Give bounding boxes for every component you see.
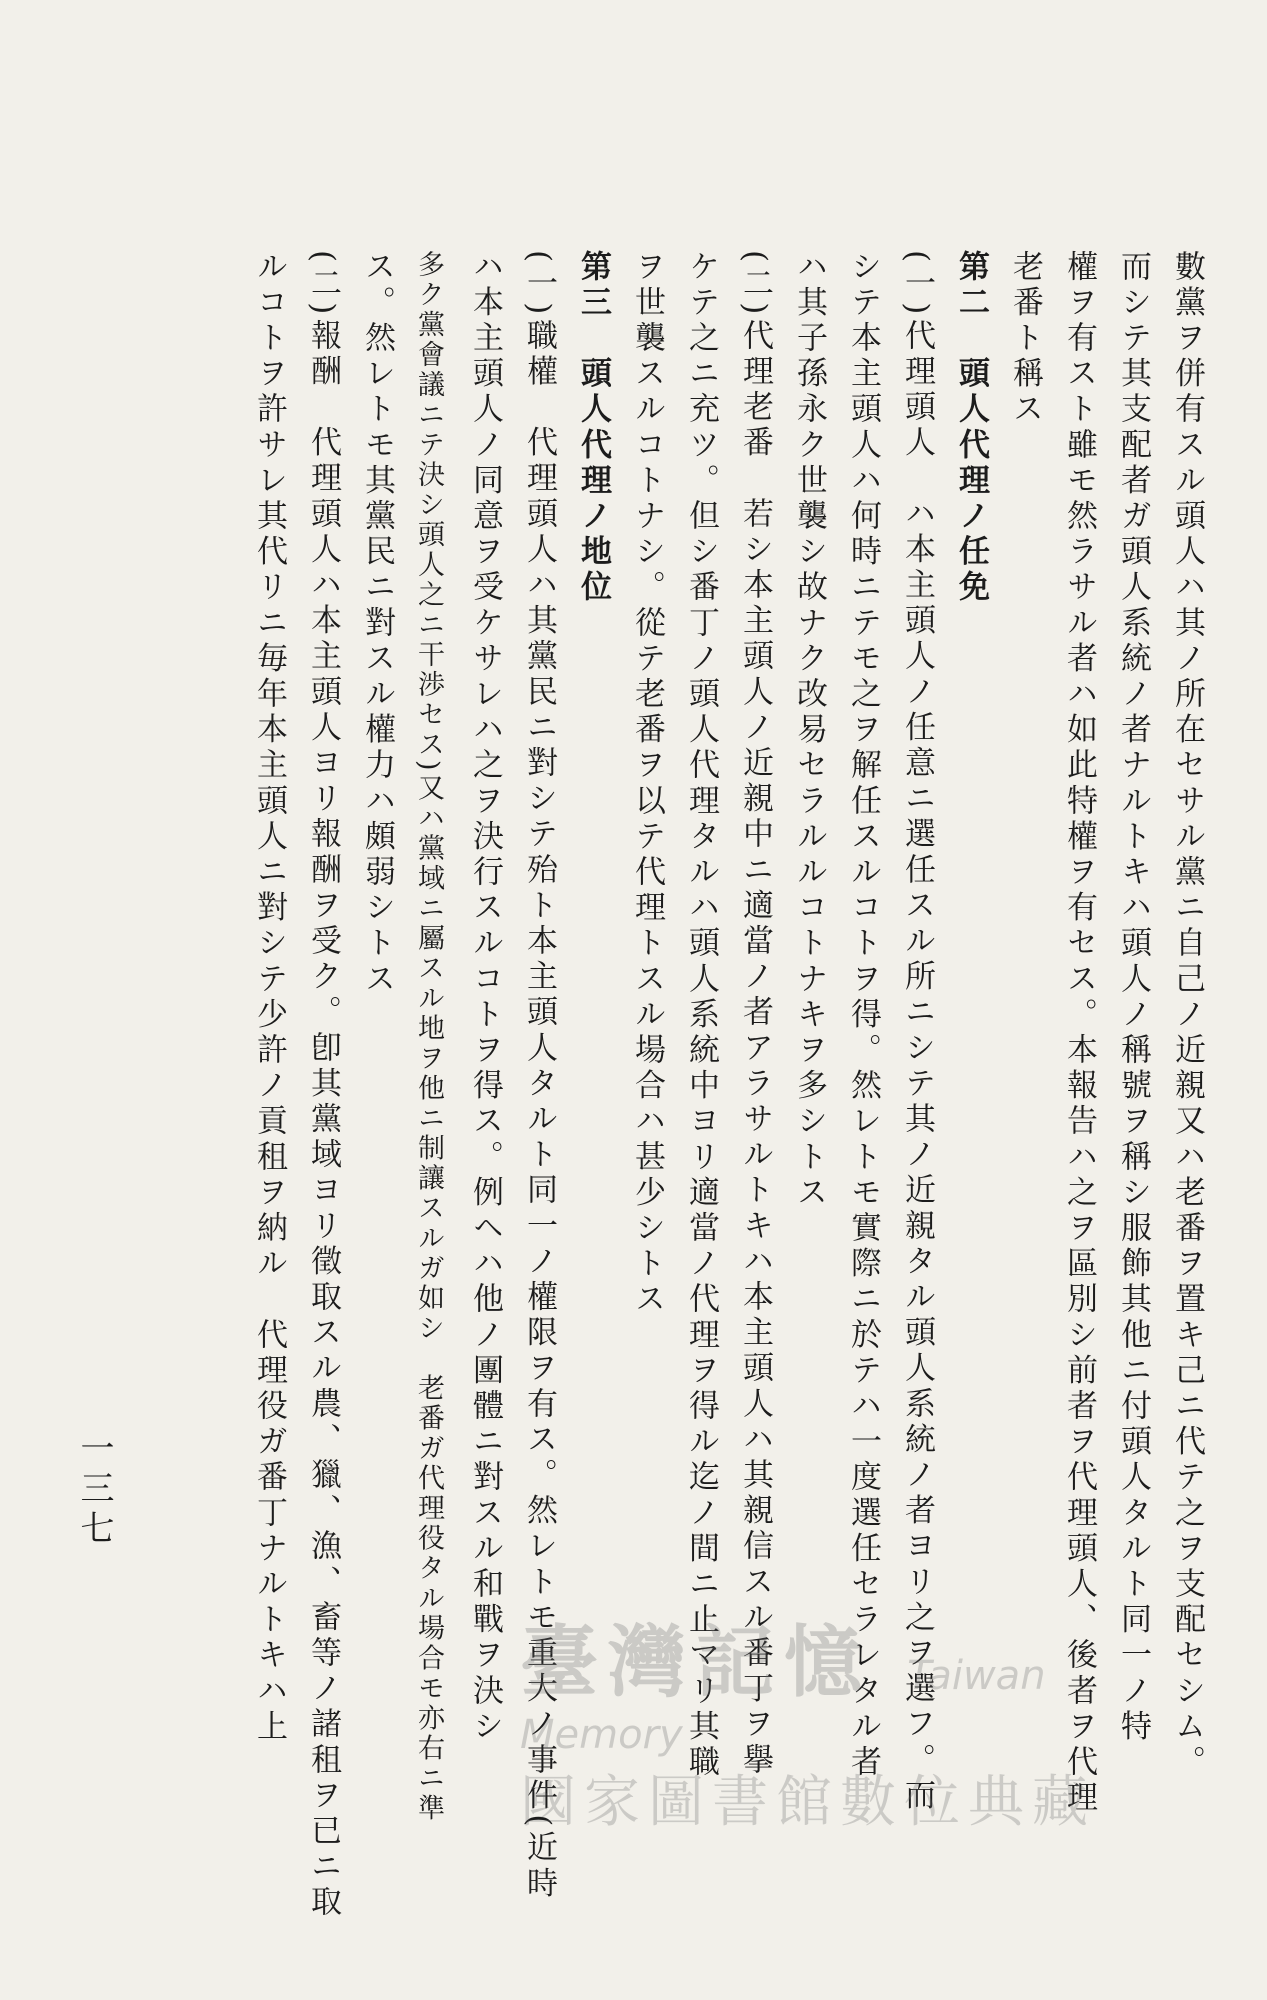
watermark-english: Taiwan Memory — [520, 1653, 1046, 1758]
text-column: ハ本主頭人ノ同意ヲ受ケサレハ之ヲ決行スルコトヲ得ス。例ヘハ他ノ團體ニ對スル和戰ヲ決シ — [467, 250, 503, 1746]
text-column: 多ク黨會議ニテ決シ頭人之ニ干渉セス)又ハ黨域ニ屬スル地ヲ他ニ制讓スルガ如シ 老番ガ代理役タル場合モ亦右ニ準 — [413, 250, 444, 1824]
text-column: (二)報酬 代理頭人ハ本主頭人ヨリ報酬ヲ受ク。卽其黨域ヨリ徵取スル農、獵、漁、畜等ノ諸租ヲ已ニ取 — [305, 250, 341, 1921]
watermark-logo — [520, 1600, 1220, 1835]
section-heading: 第二 頭人代理ノ任免 — [953, 250, 989, 606]
text-column: ケテ之ニ充ツ。但シ番丁ノ頭人代理タルハ頭人系統中ヨリ適當ノ代理ヲ得ル迄ノ間ニ止マリ其職 — [683, 250, 719, 1781]
watermark-chinese: 臺灣記憶 — [520, 1618, 873, 1708]
page-number: 一三七 — [74, 1430, 114, 1550]
text-column: (一)代理頭人 ハ本主頭人ノ任意ニ選任スル所ニシテ其ノ近親タル頭人系統ノ者ヨリ之ヲ選フ。而 — [899, 250, 935, 1815]
text-column: 老番ト稱ス — [1007, 250, 1043, 428]
text-column: 數黨ヲ併有スル頭人ハ其ノ所在セサル黨ニ自己ノ近親又ハ老番ヲ置キ己ニ代テ之ヲ支配セシム。 — [1169, 250, 1205, 1781]
text-column: ルコトヲ許サレ其代リニ毎年本主頭人ニ對シテ少許ノ貢租ヲ納ル 代理役ガ番丁ナルトキハ上 — [251, 250, 287, 1746]
text-column: (一)職權 代理頭人ハ其黨民ニ對シテ殆ト本主頭人タルト同一ノ權限ヲ有ス。然レトモ重大ノ事件(近時 — [521, 250, 557, 1903]
section-heading: 第三 頭人代理ノ地位 — [575, 250, 611, 606]
text-column: ヲ世襲スルコトナシ。從テ老番ヲ以テ代理トスル場合ハ甚少シトス — [629, 250, 665, 1318]
text-column: ハ其子孫永ク世襲シ故ナク改易セラルルコトナキヲ多シトス — [791, 250, 827, 1212]
text-column: 而シテ其支配者ガ頭人系統ノ者ナルトキハ頭人ノ稱號ヲ稱シ服飾其他ニ付頭人タルト同一ノ特 — [1115, 250, 1151, 1746]
watermark-subtitle: 國家圖書館數位典藏 — [520, 1770, 1096, 1835]
text-column: 權ヲ有スト雖モ然ラサル者ハ如此特權ヲ有セス。本報告ハ之ヲ區別シ前者ヲ代理頭人、後者ヲ代理 — [1061, 250, 1097, 1817]
text-column: (二)代理老番 若シ本主頭人ノ近親中ニ適當ノ者アラサルトキハ本主頭人ハ其親信スル番丁ヲ擧 — [737, 250, 773, 1779]
text-column: シテ本主頭人ハ何時ニテモ之ヲ解任スルコトヲ得。然レトモ實際ニ於テハ一度選任セラレタル者 — [845, 250, 881, 1781]
text-column: ス。然レトモ其黨民ニ對スル權力ハ頗弱シトス — [359, 250, 395, 998]
